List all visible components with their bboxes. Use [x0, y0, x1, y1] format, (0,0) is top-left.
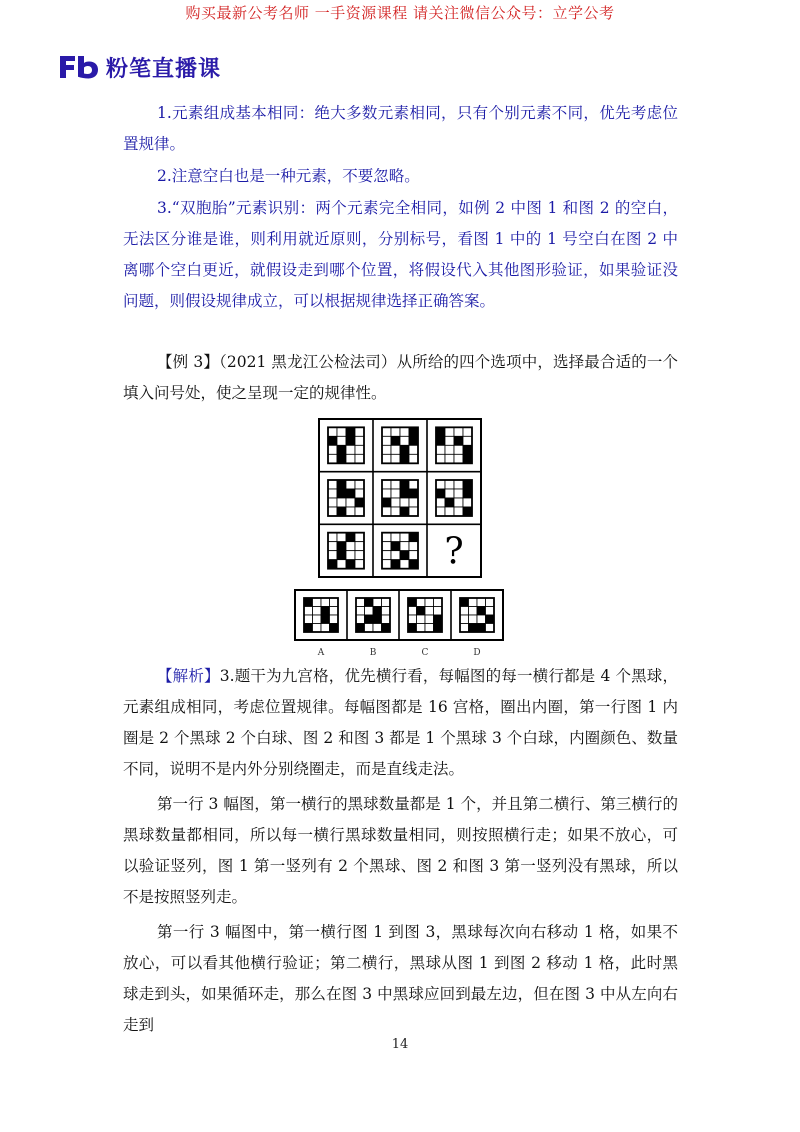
filled-cell	[460, 598, 469, 607]
filled-cell	[434, 624, 443, 633]
empty-cell	[355, 489, 364, 498]
empty-cell	[391, 498, 400, 507]
filled-cell	[463, 445, 472, 454]
empty-cell	[328, 427, 337, 436]
empty-cell	[469, 615, 478, 624]
empty-cell	[382, 533, 391, 542]
filled-cell	[409, 436, 418, 445]
filled-cell	[400, 551, 409, 560]
filled-cell	[463, 507, 472, 516]
empty-cell	[391, 551, 400, 560]
empty-cell	[346, 498, 355, 507]
empty-cell	[337, 560, 346, 569]
filled-cell	[346, 436, 355, 445]
empty-cell	[445, 454, 454, 463]
empty-cell	[356, 598, 365, 607]
empty-cell	[382, 542, 391, 551]
empty-cell	[460, 615, 469, 624]
empty-cell	[321, 624, 330, 633]
empty-cell	[355, 551, 364, 560]
empty-cell	[328, 542, 337, 551]
filled-cell	[409, 427, 418, 436]
filled-cell	[330, 624, 339, 633]
question-mark: ?	[444, 531, 464, 573]
empty-cell	[417, 615, 426, 624]
page-number: 14	[391, 1037, 409, 1052]
empty-cell	[346, 542, 355, 551]
option-figure-B	[356, 598, 390, 632]
empty-cell	[486, 607, 495, 616]
empty-cell	[436, 445, 445, 454]
empty-cell	[355, 560, 364, 569]
puzzle-figure-6	[436, 480, 472, 516]
filled-cell	[337, 551, 346, 560]
empty-cell	[469, 598, 478, 607]
empty-cell	[330, 607, 339, 616]
empty-cell	[356, 615, 365, 624]
empty-cell	[469, 607, 478, 616]
empty-cell	[454, 427, 463, 436]
puzzle-grid	[318, 418, 482, 578]
puzzle-figure-5	[382, 480, 418, 516]
filled-cell	[436, 436, 445, 445]
filled-cell	[477, 624, 486, 633]
analysis-paragraph-2: 第一行 3 幅图，第一横行的黑球数量都是 1 个，并且第二横行、第三横行的黑球数量都相同，所以每一横行黑球数量相同，则按照横行走；如果不放心，可以验证竖列，图 1 第一竖列有 2 个黑球、图 2 和图 3 第一竖列没有黑球，所以不是按照竖列走。	[123, 795, 678, 906]
filled-cell	[346, 427, 355, 436]
empty-cell	[382, 445, 391, 454]
empty-cell	[436, 507, 445, 516]
empty-cell	[460, 607, 469, 616]
filled-cell	[436, 427, 445, 436]
filled-cell	[391, 436, 400, 445]
empty-cell	[391, 445, 400, 454]
empty-cell	[400, 498, 409, 507]
filled-cell	[486, 615, 495, 624]
filled-cell	[409, 560, 418, 569]
empty-cell	[346, 480, 355, 489]
empty-cell	[417, 624, 426, 633]
puzzle-figure-1	[328, 427, 364, 463]
filled-cell	[373, 615, 382, 624]
empty-cell	[400, 436, 409, 445]
empty-cell	[382, 427, 391, 436]
empty-cell	[328, 551, 337, 560]
filled-cell	[337, 480, 346, 489]
empty-cell	[355, 445, 364, 454]
logo-text: 粉笔直播课	[106, 56, 222, 82]
filled-cell	[328, 560, 337, 569]
empty-cell	[400, 542, 409, 551]
filled-cell	[408, 598, 417, 607]
puzzle-figure-8	[382, 533, 418, 569]
empty-cell	[436, 498, 445, 507]
empty-cell	[436, 480, 445, 489]
empty-cell	[382, 615, 391, 624]
empty-cell	[355, 480, 364, 489]
empty-cell	[382, 507, 391, 516]
filled-cell	[328, 436, 337, 445]
empty-cell	[355, 533, 364, 542]
filled-cell	[400, 445, 409, 454]
filled-cell	[409, 533, 418, 542]
empty-cell	[382, 560, 391, 569]
empty-cell	[391, 454, 400, 463]
brand-logo	[58, 52, 221, 82]
option-label-A: A	[317, 648, 325, 658]
empty-cell	[445, 507, 454, 516]
empty-cell	[382, 480, 391, 489]
filled-cell	[436, 489, 445, 498]
empty-cell	[425, 624, 434, 633]
empty-cell	[355, 507, 364, 516]
example-body: （2021 黑龙江公检法司）从所给的四个选项中，选择最合适的一个填入问号处，使之呈现一定的规律性。	[123, 353, 678, 402]
filled-cell	[337, 454, 346, 463]
empty-cell	[382, 607, 391, 616]
empty-cell	[434, 598, 443, 607]
option-label-B: B	[369, 648, 377, 658]
filled-cell	[400, 507, 409, 516]
empty-cell	[330, 598, 339, 607]
empty-cell	[486, 624, 495, 633]
puzzle-figure-4	[328, 480, 364, 516]
filled-cell	[346, 533, 355, 542]
option-label-D: D	[473, 648, 481, 658]
empty-cell	[346, 454, 355, 463]
empty-cell	[321, 598, 330, 607]
filled-cell	[434, 615, 443, 624]
empty-cell	[409, 542, 418, 551]
empty-cell	[434, 607, 443, 616]
empty-cell	[337, 427, 346, 436]
empty-cell	[445, 436, 454, 445]
empty-cell	[436, 454, 445, 463]
empty-cell	[328, 489, 337, 498]
empty-cell	[400, 533, 409, 542]
empty-cell	[445, 445, 454, 454]
option-figure-D	[460, 598, 494, 632]
empty-cell	[425, 598, 434, 607]
empty-cell	[346, 551, 355, 560]
empty-cell	[454, 498, 463, 507]
empty-cell	[445, 427, 454, 436]
empty-cell	[454, 507, 463, 516]
option-label-C: C	[421, 648, 429, 658]
empty-cell	[391, 480, 400, 489]
empty-cell	[463, 498, 472, 507]
filled-cell	[337, 489, 346, 498]
option-figure-A	[304, 598, 338, 632]
empty-cell	[454, 480, 463, 489]
example-tag: 【例 3】	[157, 353, 220, 371]
filled-cell	[304, 598, 313, 607]
empty-cell	[463, 427, 472, 436]
filled-cell	[365, 598, 374, 607]
empty-cell	[382, 454, 391, 463]
puzzle-figure-2	[382, 427, 418, 463]
empty-cell	[400, 560, 409, 569]
rule-paragraph-3: 3.“双胞胎”元素识别：两个元素完全相同，如例 2 中图 1 和图 2 的空白，无法区分谁是谁，则利用就近原则，分别标号，看图 1 中的 1 号空白在图 2 中离哪个空白更近，就假设走到哪个位置，将假设代入其他图形验证，如果验证没问题，则假设规律成立，可以根据规律选择正确答案。	[123, 199, 678, 310]
puzzle-figure-7	[328, 533, 364, 569]
empty-cell	[328, 507, 337, 516]
empty-cell	[477, 598, 486, 607]
filled-cell	[477, 607, 486, 616]
empty-cell	[382, 489, 391, 498]
empty-cell	[355, 542, 364, 551]
empty-cell	[391, 533, 400, 542]
filled-cell	[463, 480, 472, 489]
empty-cell	[445, 489, 454, 498]
filled-cell	[356, 624, 365, 633]
empty-cell	[400, 427, 409, 436]
empty-cell	[313, 624, 322, 633]
answer-options	[294, 589, 504, 659]
empty-cell	[409, 480, 418, 489]
rule-paragraph-1: 1.元素组成基本相同：绝大多数元素相同，只有个别元素不同，优先考虑位置规律。	[123, 104, 678, 153]
empty-cell	[328, 454, 337, 463]
empty-cell	[408, 607, 417, 616]
empty-cell	[355, 454, 364, 463]
empty-cell	[328, 533, 337, 542]
empty-cell	[337, 436, 346, 445]
empty-cell	[313, 607, 322, 616]
empty-cell	[373, 624, 382, 633]
filled-cell	[382, 498, 391, 507]
empty-cell	[373, 598, 382, 607]
empty-cell	[365, 607, 374, 616]
empty-cell	[328, 480, 337, 489]
filled-cell	[337, 445, 346, 454]
option-figure-C	[408, 598, 442, 632]
empty-cell	[445, 480, 454, 489]
filled-cell	[400, 489, 409, 498]
filled-cell	[408, 624, 417, 633]
empty-cell	[304, 607, 313, 616]
empty-cell	[391, 507, 400, 516]
filled-cell	[463, 454, 472, 463]
empty-cell	[391, 427, 400, 436]
filled-cell	[400, 454, 409, 463]
empty-cell	[313, 598, 322, 607]
promo-banner: 购买最新公考名师 一手资源课程 请关注微信公众号：立学公考	[185, 4, 615, 22]
empty-cell	[337, 498, 346, 507]
filled-cell	[445, 498, 454, 507]
empty-cell	[328, 498, 337, 507]
empty-cell	[417, 598, 426, 607]
empty-cell	[313, 615, 322, 624]
filled-cell	[391, 560, 400, 569]
empty-cell	[337, 533, 346, 542]
empty-cell	[382, 598, 391, 607]
empty-cell	[328, 445, 337, 454]
example-question	[123, 347, 678, 409]
empty-cell	[409, 454, 418, 463]
filled-cell	[355, 498, 364, 507]
empty-cell	[391, 489, 400, 498]
empty-cell	[330, 615, 339, 624]
filled-cell	[409, 489, 418, 498]
filled-cell	[469, 624, 478, 633]
analysis-paragraph-3: 第一行 3 幅图中，第一横行图 1 到图 3，黑球每次向右移动 1 格，如果不放心，可以看其他横行验证；第二横行，黑球从图 1 到图 2 移动 1 格，此时黑球走到头，如果循环走，那么在图 3 中黑球应回到最左边，但在图 3 中从左向右走到	[123, 923, 678, 1034]
filled-cell	[337, 507, 346, 516]
empty-cell	[382, 436, 391, 445]
empty-cell	[409, 551, 418, 560]
analysis-paragraph	[123, 661, 678, 785]
puzzle-figure-3	[436, 427, 472, 463]
analysis-body: 3.题干为九宫格，优先横行看，每幅图的每一横行都是 4 个黑球，元素组成相同，考虑位置规律。每幅图都是 16 宫格，圈出内圈，第一行图 1 内圈是 2 个黑球 2 个白球、图 2 和图 3 都是 1 个黑球 3 个白球，内圈颜色、数量不同，说明不是内外分别绕圈走，而是直线走法。	[123, 667, 678, 778]
empty-cell	[425, 607, 434, 616]
empty-cell	[409, 445, 418, 454]
rule-paragraph-2: 2.注意空白也是一种元素，不要忽略。	[157, 167, 420, 185]
empty-cell	[355, 436, 364, 445]
empty-cell	[355, 427, 364, 436]
empty-cell	[425, 615, 434, 624]
empty-cell	[365, 624, 374, 633]
filled-cell	[373, 607, 382, 616]
filled-cell	[346, 489, 355, 498]
empty-cell	[346, 445, 355, 454]
empty-cell	[408, 615, 417, 624]
filled-cell	[391, 542, 400, 551]
fb-logo-icon	[58, 54, 100, 80]
empty-cell	[463, 436, 472, 445]
filled-cell	[417, 607, 426, 616]
empty-cell	[409, 498, 418, 507]
empty-cell	[356, 607, 365, 616]
empty-cell	[454, 445, 463, 454]
filled-cell	[321, 615, 330, 624]
filled-cell	[321, 607, 330, 616]
filled-cell	[463, 489, 472, 498]
filled-cell	[365, 615, 374, 624]
filled-cell	[382, 624, 391, 633]
analysis-tag: 【解析】	[157, 667, 220, 685]
empty-cell	[454, 454, 463, 463]
filled-cell	[400, 480, 409, 489]
filled-cell	[454, 436, 463, 445]
empty-cell	[382, 551, 391, 560]
empty-cell	[486, 598, 495, 607]
empty-cell	[346, 507, 355, 516]
filled-cell	[337, 542, 346, 551]
empty-cell	[460, 624, 469, 633]
empty-cell	[304, 615, 313, 624]
empty-cell	[454, 489, 463, 498]
filled-cell	[346, 560, 355, 569]
empty-cell	[477, 615, 486, 624]
empty-cell	[409, 507, 418, 516]
filled-cell	[304, 624, 313, 633]
